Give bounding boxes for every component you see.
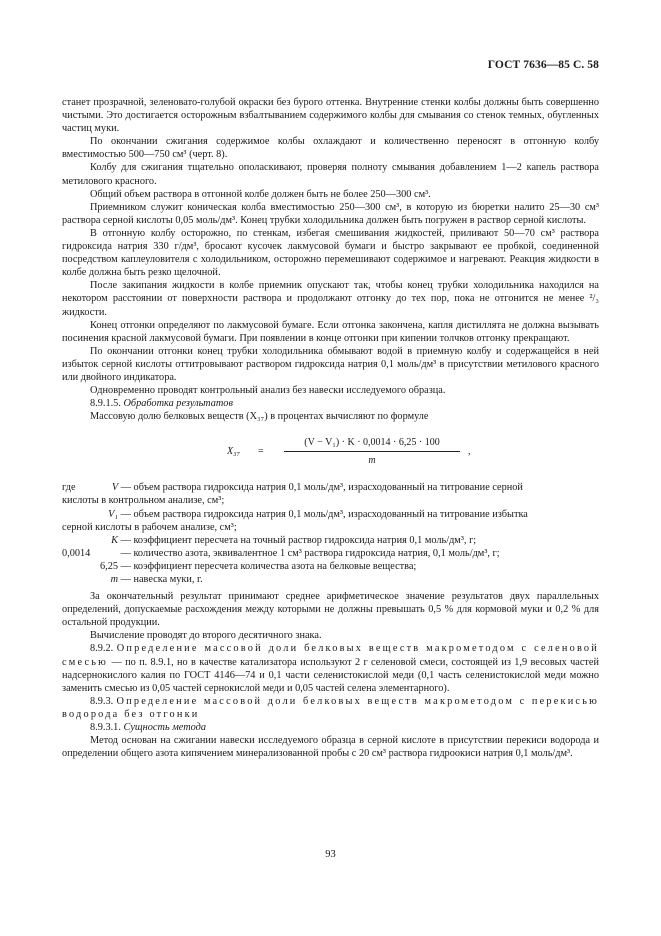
section-heading [62,397,599,410]
document-body [62,96,599,760]
definition-item [62,547,599,560]
definition-symbol: V₁ [108,508,118,520]
paragraph: Массовую долю белковых веществ (X₃₇) в процентах вычисляют по формуле [90,411,429,423]
fraction-bar [284,451,460,452]
definition-continuation: серной кислоты в рабочем анализе, см³; [62,521,237,533]
section-title: Обработка результатов [123,398,233,410]
definition-item [62,534,599,547]
where-label: где [62,482,76,494]
section-title: Определение массовой доли белковых веществ макрометодом с перекисью водорода без отгонки [62,695,599,720]
paragraph: Конец отгонки определяют по лакмусовой бумаге. Если отгонка закончена, капля дистиллята не должна вызывать посинения красной лакмусовой бумаги. При появлении в конце отгонки при кипении толчков отгонку прекращают. [62,319,599,344]
formula-equals: = [258,446,264,458]
paragraph: За окончательный результат принимают среднее арифметическое значение результатов двух параллельных определений, допускаемые расхождения между которыми не должны превышать 0,5 % для кормовой муки и 0,2 % для остальной продукции. [62,591,599,629]
paragraph: Вычисление проводят до второго десятичного знака. [90,630,322,642]
paragraph: станет прозрачной, зеленовато-голубой окраски без бурого оттенка. Внутренние стенки колбы должны быть совершенно чистыми. Это достигается осторожным взбалтыванием содержимого колбы для смывания со стенок темных, обугленных частиц муки. [62,97,599,135]
section-number: 8.9.1.5. [90,398,121,410]
section-paragraph [62,642,599,694]
definition-symbol: 6,25 [99,560,118,572]
definition-item [62,508,599,521]
definition-text: — коэффициент пересчета на точный раствор гидроксида натрия 0,1 моль/дм³, г; [120,534,477,546]
definition-text: — коэффициент пересчета количества азота на белковые вещества; [120,560,417,572]
paragraph: Общий объем раствора в отгонной колбе должен быть не более 250—300 см³. [90,188,431,200]
page-number: 93 [325,849,336,860]
formula [62,431,599,477]
formula-numerator: (V − V₁) · K · 0,0014 · 6,25 · 100 [304,437,440,449]
definition-text: — количество азота, эквивалентное 1 см³ раствора гидроксида натрия, 0,1 моль/дм³, г; [120,547,500,559]
definition-symbol: m [110,574,118,585]
paragraph: Приемником служит коническая колба вместимостью 250—300 см³, в которую из бюретки налито 25—30 см³ раствора серной кислоты 0,05 моль/дм³. Конец трубки холодильника должен быть погружен в раствор серной кислоты. [62,201,599,226]
definition-text: — объем раствора гидроксида натрия 0,1 моль/дм³, израсходованный на титрование избытка [120,508,528,520]
paragraph: По окончании сжигания содержимое колбы охлаждают и количественно переносят в отгонную колбу вместимостью 500—750 см³ (черт. 8). [62,136,599,161]
definition-symbol: V [111,482,119,494]
section-heading [62,721,599,734]
page-header: ГОСТ 7636—85 С. 58 [487,59,599,71]
section-title: Определение массовой доли белковых веществ макрометодом с селеновой смесью [62,643,599,668]
formula-lhs: X₃₇ [227,446,241,458]
definition-continuation: кислоты в контрольном анализе, см³; [62,495,225,507]
section-title: Сущность метода [123,722,207,734]
paragraph: Метод основан на сжигании навески исследуемого образца в серной кислоте в присутствии перекиси водорода и определении общего азота кипячением минерализованной пробы с 20 см³ раствора гидроокиси натрия 0,1 моль/дм³. [62,735,599,760]
section-number: 8.9.2. [90,643,114,655]
paragraph: Одновременно проводят контрольный анализ без навески исследуемого образца. [90,385,446,397]
definition-text: — объем раствора гидроксида натрия 0,1 моль/дм³, израсходованный на титрование серной [120,482,523,494]
paragraph: В отгонную колбу осторожно, по стенкам, избегая смешивания жидкостей, приливают 50—70 см³ раствора гидроксида натрия 330 г/дм³, бросают кусочек лакмусовой бумаги и быстро закрывают ее пробкой, соединенной посредством каплеуловителя с холодильником, осторожно перемешивают содержимое и нагревают. Реакция жидкости в колбе должна быть резко щелочной. [62,227,599,279]
section-number: 8.9.3. [90,695,114,707]
definition-item [62,560,599,573]
definition-symbol: K [111,534,118,546]
definition-symbol: 0,0014 [62,547,91,559]
section-number: 8.9.3.1. [90,722,121,734]
definition-text: — навеска муки, г. [120,574,203,585]
variable-definitions [62,481,599,586]
definition-item [62,481,599,494]
formula-denominator: m [368,455,376,467]
paragraph: После закипания жидкости в колбе приемник опускают так, чтобы конец трубки холодильника находился на некотором расстоянии от поверхности раствора и продолжают отгонку до тех пор, пока не отгонится не менее ²/₃ жидкости. [62,280,599,318]
paragraph: По окончании отгонки конец трубки холодильника обмывают водой в приемную колбу и содержащейся в ней избыток серной кислоты оттитровывают раствором гидроксида натрия 0,1 моль/дм³ в присутствии метилового красного или двойного индикатора. [62,345,599,383]
paragraph: Колбу для сжигания тщательно ополаскивают, проверяя полноту смывания добавлением 1—2 капель раствора метилового красного. [62,162,599,187]
section-heading [62,695,599,721]
definition-item [62,573,599,586]
formula-comma: , [468,446,471,458]
section-text: — по п. 8.9.1, но в качестве катализатора используют 2 г селеновой смеси, состоящей из 1,9 весовых частей надсернокислого калия по ГОСТ 4146—74 и 0,1 части селенистокислой меди (0,1 часть селенистокислой меди можно заменить смесью из 0,05 частей сернокислой меди и 0,05 частей селена элементарного). [62,656,599,694]
